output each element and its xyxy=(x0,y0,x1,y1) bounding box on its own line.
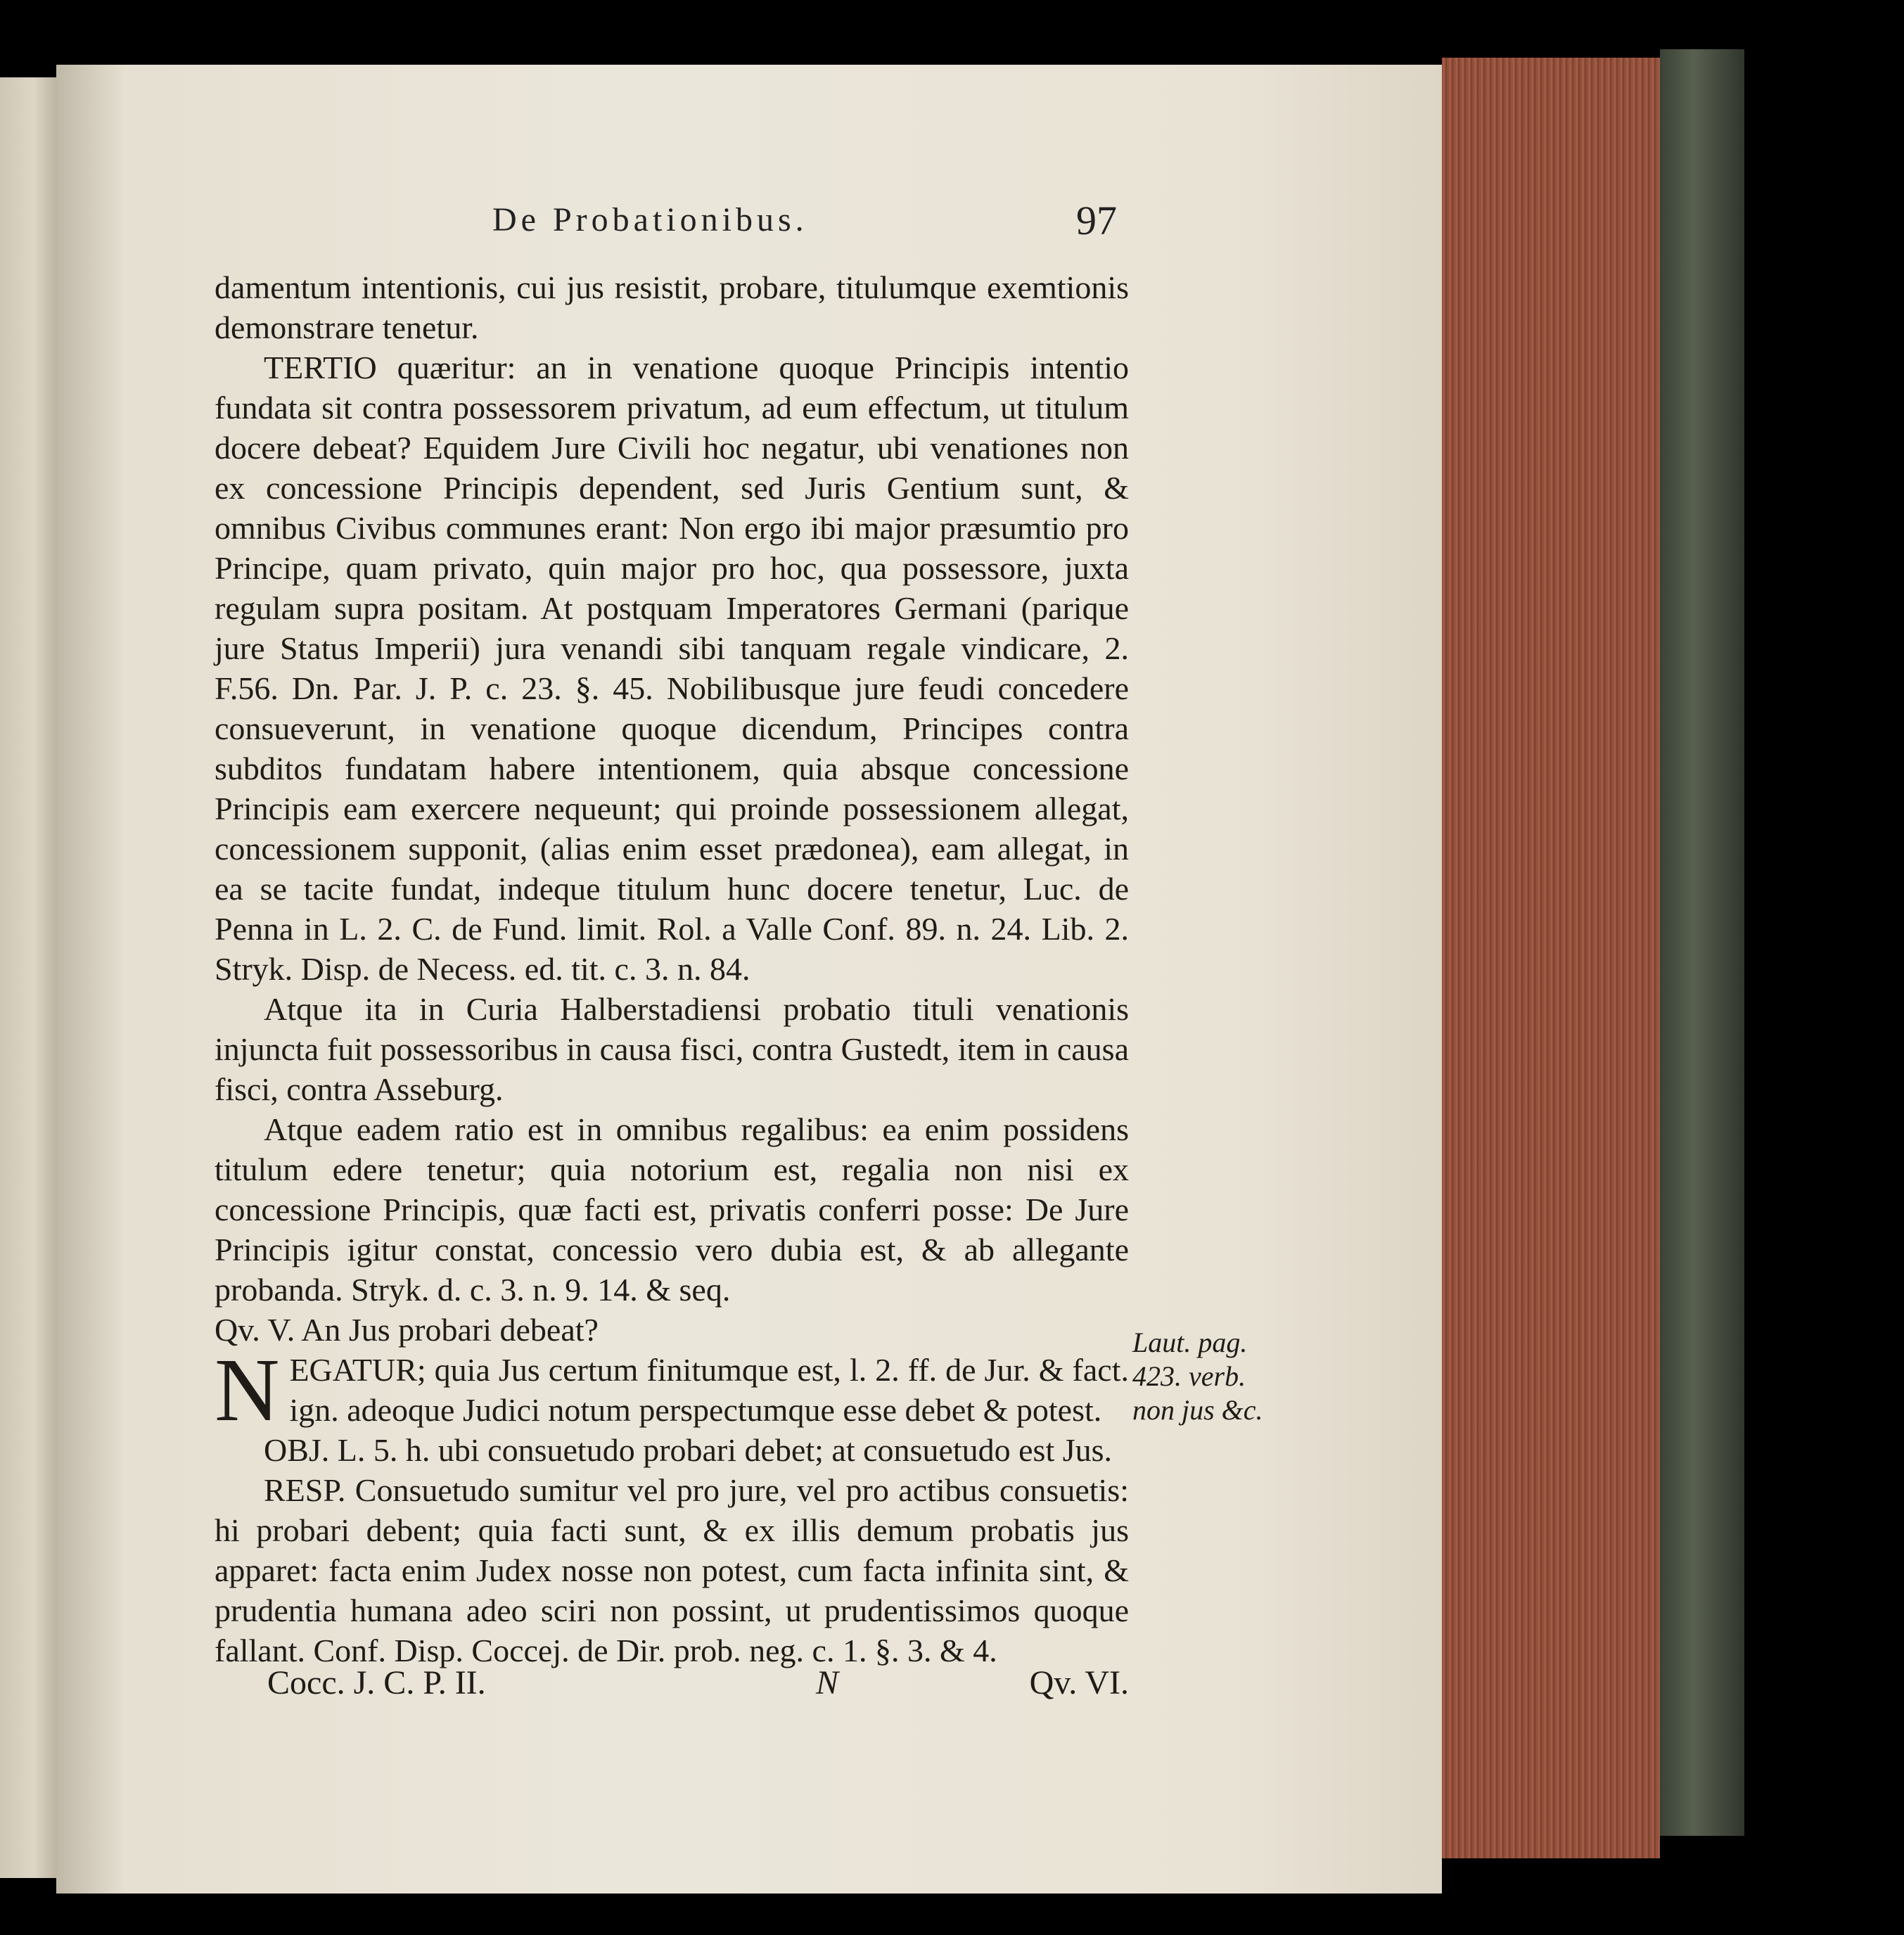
paragraph-4: Atque eadem ratio est in omnibus regalibus: ea enim possidens titulum edere tenetur; quia notorium est, regalia non nisi ex concessione Principis, quæ facti est, privatis conferri posse: De Jure Principis igitur constat, concessio vero dubia est, & ab allegante probanda. Stryk. d. c. 3. n. 9. 14. & seq. xyxy=(215,1111,1129,1308)
page-fore-edge xyxy=(1442,58,1660,1858)
drop-capital: N xyxy=(215,1340,280,1440)
catchword: Qv. VI. xyxy=(1029,1664,1129,1701)
response-paragraph: RESP. Consuetudo sumitur vel pro jure, vel pro actibus consuetis: hi probari debent; quia facti sunt, & ex illis demum probatis jus apparet: facta enim Judex nosse non potest, cum facta infinita sint, & prudentia humana adeo sciri non possint, ut prudentissimos quoque fallant. Conf. Disp. Coccej. de Dir. prob. neg. c. 1. §. 3. & 4. xyxy=(215,1472,1129,1668)
page-number: 97 xyxy=(1076,198,1117,243)
question-opening-text: EGATUR; quia Jus certum finitumque est, l. 2. ff. de Jur. & fact. ign. adeoque Judici notum perspectumque esse debet & potest. xyxy=(289,1352,1129,1428)
main-text xyxy=(215,267,1129,1671)
left-page-edge xyxy=(0,77,56,1878)
paragraph-2: TERTIO quæritur: an in venatione quoque Principis intentio fundata sit contra possessorem privatum, ad eum effectum, ut titulum docere debeat? Equidem Jure Civili hoc negatur, ubi venationes non ex concessione Principis dependent, sed Juris Gentium sunt, & omnibus Civibus communes erant: Non ergo ibi major præsumtio pro Principe, quam privato, quin major pro hoc, qua possessore, juxta regulam supra positam. At postquam Imperatores Germani (parique jure Status Imperii) jura venandi sibi tanquam regale vindicare, 2. F.56. Dn. Par. J. P. c. 23. §. 45. Nobilibusque jure feudi concedere consueverunt, in venatione quoque dicendum, Principes contra subditos fundatam habere intentionem, quia absque concessione Principis eam exercere nequeunt; qui proinde possessionem allegat, concessionem supponit, (alias enim esset prædonea), eam allegat, in ea se tacite fundat, indeque titulum hunc docere tenetur, Luc. de Penna in L. 2. C. de Fund. limit. Rol. a Valle Conf. 89. n. 24. Lib. 2. Stryk. Disp. de Necess. ed. tit. c. 3. n. 84. xyxy=(215,350,1129,987)
running-title: De Probationibus. xyxy=(492,201,808,238)
footer-signature-left: Cocc. J. C. P. II. xyxy=(267,1664,486,1701)
question-opening xyxy=(215,1340,1129,1440)
objection-paragraph: OBJ. L. 5. h. ubi consuetudo probari debet; at consuetudo est Jus. xyxy=(264,1432,1113,1468)
paragraph-1: damentum intentionis, cui jus resistit, probare, titulumque exemtionis demonstrare tenetur. xyxy=(215,269,1129,345)
footer-signature-mark: N xyxy=(816,1664,839,1701)
question-heading: Qv. V. An Jus probari debeat? xyxy=(215,1312,599,1348)
book-cover-edge xyxy=(1660,49,1744,1836)
paragraph-3: Atque ita in Curia Halberstadiensi probatio tituli venationis injuncta fuit possessoribus in causa fisci, contra Gustedt, item in causa fisci, contra Asseburg. xyxy=(215,991,1129,1107)
marginal-note: Laut. pag. 423. verb. non jus &c. xyxy=(1132,1327,1263,1426)
